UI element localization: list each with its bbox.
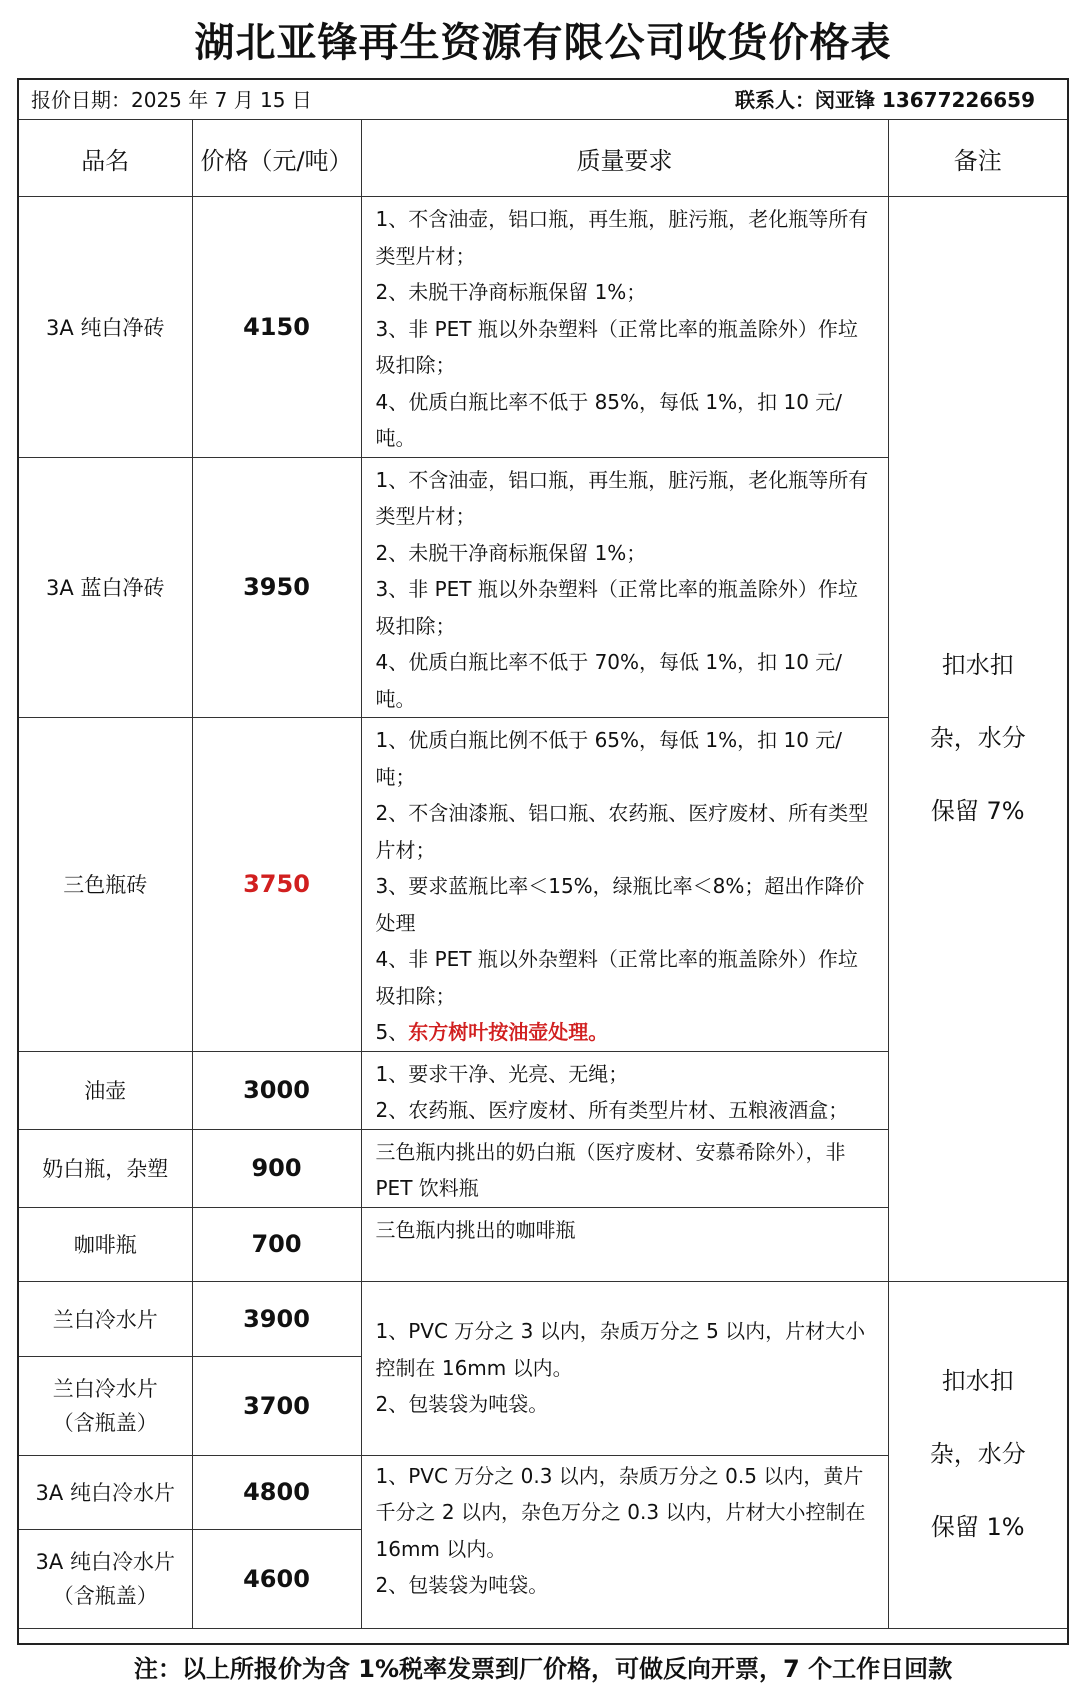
- quality-requirements: [361, 1281, 888, 1455]
- product-price: 3000: [192, 1051, 361, 1129]
- quality-requirements: [361, 197, 888, 458]
- product-name: 3A 纯白冷水片（含瓶盖）: [19, 1529, 192, 1628]
- contact-info: 联系人：闵亚锋 13677226659: [734, 88, 1035, 112]
- product-price: 3900: [192, 1281, 361, 1356]
- price-table: [19, 120, 1067, 1705]
- product-price: 3950: [192, 457, 361, 718]
- price-sheet: [17, 78, 1069, 1683]
- page-title: 湖北亚锋再生资源有限公司收货价格表: [194, 20, 892, 66]
- header-price: 价格（元/吨）: [192, 120, 361, 197]
- requirement-item: 1、要求干净、光亮、无绳；: [375, 1061, 629, 1086]
- product-price: 4800: [192, 1455, 361, 1529]
- product-price: 700: [192, 1207, 361, 1281]
- remark-line: 保留 7%: [930, 797, 1025, 826]
- remark-group-2: [888, 1281, 1067, 1628]
- product-name: 兰白冷水片（含瓶盖）: [19, 1356, 192, 1455]
- requirement-item: 2、农药瓶、医疗废材、所有类型片材、五粮液酒盒；: [375, 1098, 849, 1122]
- product-price: 3700: [192, 1356, 361, 1455]
- remark-line: 扣水扣: [941, 651, 1014, 680]
- product-name: 3A 蓝白净砖: [19, 457, 192, 718]
- header-name: 品名: [19, 120, 192, 197]
- quote-date: 报价日期：2025 年 7 月 15 日: [31, 88, 312, 112]
- requirement-item: 3、要求蓝瓶比率＜15%，绿瓶比率＜8%；超出作降价处理: [375, 874, 865, 935]
- table-row: [19, 1281, 1067, 1356]
- product-price: 3750: [192, 718, 361, 1052]
- info-bar: [19, 80, 1067, 120]
- remark-line: 保留 1%: [930, 1513, 1025, 1541]
- requirement-item: 1、不含油壶，铝口瓶，再生瓶，脏污瓶，老化瓶等所有类型片材；: [375, 467, 869, 528]
- requirement-item: 1、PVC 万分之 3 以内，杂质万分之 5 以内，片材大小控制在 16mm 以内。: [375, 1319, 866, 1380]
- requirement-item: 2、不含油漆瓶、铝口瓶、农药瓶、医疗废材、所有类型片材；: [375, 801, 869, 862]
- table-header-row: [19, 120, 1067, 197]
- product-name: 3A 纯白冷水片: [19, 1455, 192, 1529]
- requirement-item: 1、优质白瓶比例不低于 65%，每低 1%，扣 10 元/吨；: [375, 728, 843, 789]
- remark-line: 扣水扣: [941, 1367, 1014, 1395]
- product-name: 咖啡瓶: [19, 1207, 192, 1281]
- requirement-item: 2、未脱干净商标瓶保留 1%；: [375, 280, 647, 304]
- quality-requirements: [361, 1051, 888, 1129]
- requirement-item: 3、非 PET 瓶以外杂塑料（正常比率的瓶盖除外）作垃圾扣除；: [375, 316, 858, 377]
- requirement-item: 三色瓶内挑出的奶白瓶（医疗废材、安慕希除外），非 PET 饮料瓶: [375, 1139, 846, 1200]
- header-quality: 质量要求: [361, 120, 888, 197]
- footer-row: [19, 1628, 1067, 1705]
- quality-requirements: [361, 1129, 888, 1207]
- quality-requirements: [361, 1455, 888, 1628]
- requirement-item: 1、不含油壶，铝口瓶，再生瓶，脏污瓶，老化瓶等所有类型片材；: [375, 207, 869, 268]
- product-price: 900: [192, 1129, 361, 1207]
- quality-requirements: [361, 718, 888, 1052]
- product-name: 三色瓶砖: [19, 718, 192, 1052]
- requirement-item: 2、包装袋为吨袋。: [375, 1392, 549, 1417]
- requirement-item: [376, 1014, 878, 1051]
- product-name: 兰白冷水片: [19, 1281, 192, 1356]
- product-price: 4150: [192, 197, 361, 458]
- requirement-item: 3、非 PET 瓶以外杂塑料（正常比率的瓶盖除外）作垃圾扣除；: [375, 577, 858, 638]
- requirement-highlight: 东方树叶按油壶处理。: [408, 1020, 609, 1044]
- product-name: 奶白瓶，杂塑: [19, 1129, 192, 1207]
- header-remark: 备注: [888, 120, 1067, 197]
- footer-note: 注：以上所报价为含 1%税率发票到厂价格，可做反向开票，7 个工作日回款: [19, 1628, 1067, 1705]
- remark-line: 杂，水分: [929, 724, 1026, 753]
- requirement-prefix: 5、: [375, 1020, 409, 1044]
- requirement-item: 1、PVC 万分之 0.3 以内，杂质万分之 0.5 以内，黄片千分之 2 以内，杂色万分之 0.3 以内，片材大小控制在 16mm 以内。: [375, 1463, 866, 1561]
- product-price: 4600: [192, 1529, 361, 1628]
- requirement-item: 4、优质白瓶比率不低于 85%，每低 1%，扣 10 元/吨。: [375, 389, 843, 450]
- requirement-item: 2、包装袋为吨袋。: [375, 1573, 549, 1597]
- quality-requirements: [361, 457, 888, 718]
- requirement-item: 三色瓶内挑出的咖啡瓶: [375, 1217, 576, 1242]
- table-row: [19, 197, 1067, 458]
- requirement-item: 4、非 PET 瓶以外杂塑料（正常比率的瓶盖除外）作垃圾扣除；: [375, 947, 858, 1008]
- quality-requirements: [361, 1207, 888, 1281]
- remark-group-1: [888, 197, 1067, 1282]
- requirement-item: 4、优质白瓶比率不低于 70%，每低 1%，扣 10 元/吨。: [375, 650, 843, 711]
- requirement-item: 2、未脱干净商标瓶保留 1%；: [375, 540, 647, 565]
- remark-line: 杂，水分: [929, 1440, 1026, 1468]
- product-name: 3A 纯白净砖: [19, 197, 192, 458]
- product-name: 油壶: [19, 1051, 192, 1129]
